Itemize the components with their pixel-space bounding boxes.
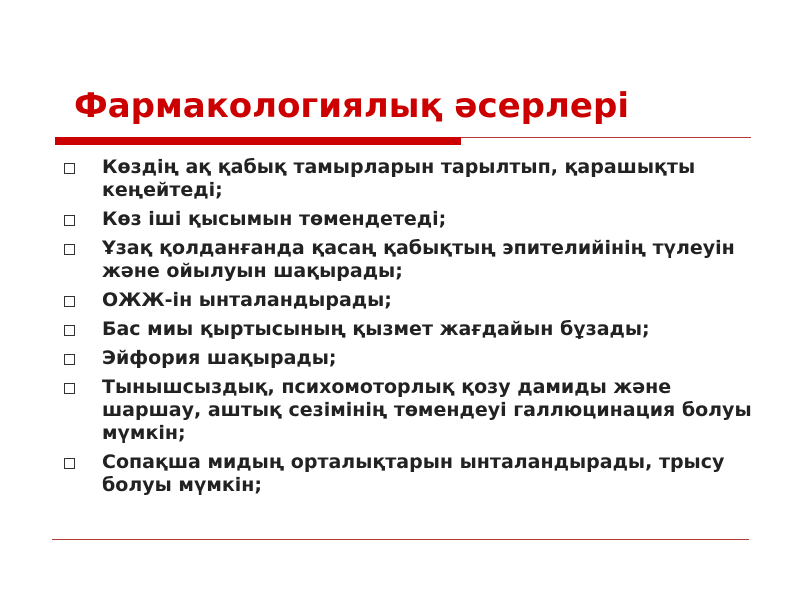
bullet-text: ОЖЖ-ін ынталандырады; (102, 289, 392, 311)
hollow-square-icon (64, 383, 75, 394)
bullet-text: Сопақша мидың орталықтарын ынталандырады, трысу болуы мүмкін; (102, 451, 725, 496)
footer-rule-line (52, 539, 749, 540)
hollow-square-icon (64, 163, 75, 174)
hollow-square-icon (64, 244, 75, 255)
bullet-text: Көздің ақ қабық тамырларын тарылтып, қарашықты кеңейтеді; (102, 156, 696, 201)
bullet-text: Эйфория шақырады; (102, 347, 337, 369)
bullet-item (60, 318, 760, 341)
bullet-item (60, 376, 760, 445)
bullet-item (60, 208, 760, 231)
bullet-item (60, 156, 760, 202)
hollow-square-icon (64, 215, 75, 226)
bullet-text: Көз іші қысымын төмендетеді; (102, 208, 447, 230)
bullet-list (60, 156, 760, 503)
bullet-item (60, 451, 760, 497)
title-accent-bar (55, 137, 461, 145)
bullet-text: Тынышсыздық, психомоторлық қозу дамиды және шаршау, аштық сезімінің төмендеуі галлюцинация болуы мүмкін; (102, 376, 752, 444)
hollow-square-icon (64, 354, 75, 365)
title-rule-line (461, 137, 751, 138)
hollow-square-icon (64, 458, 75, 469)
bullet-item (60, 289, 760, 312)
slide-title: Фармакологиялық әсерлері (74, 86, 629, 126)
bullet-text: Бас миы қыртысының қызмет жағдайын бұзады; (102, 318, 650, 340)
bullet-text: Ұзақ қолданғанда қасаң қабықтың эпителийінің түлеуін және ойылуын шақырады; (102, 237, 735, 282)
hollow-square-icon (64, 296, 75, 307)
bullet-item (60, 347, 760, 370)
hollow-square-icon (64, 325, 75, 336)
bullet-item (60, 237, 760, 283)
